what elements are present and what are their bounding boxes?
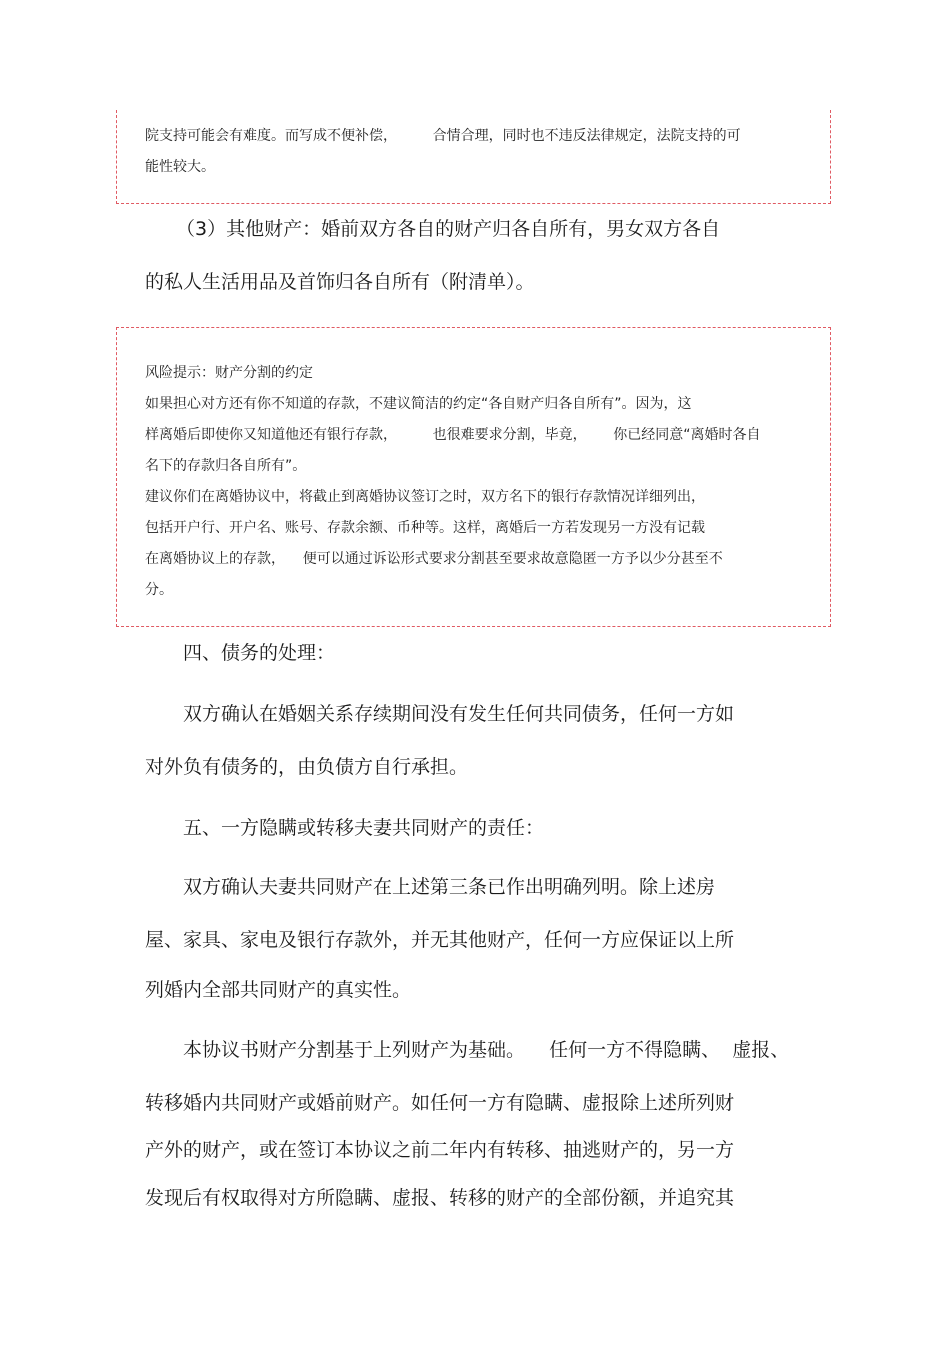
section5-heading: 五、一方隐瞒或转移夫妻共同财产的责任： xyxy=(183,817,545,839)
risk-note-box-top xyxy=(116,110,831,204)
risk-note-line: 样离婚后即使你又知道他还有银行存款， 也很难要求分割，毕竟， 你已经同意“离婚时各自 xyxy=(145,427,761,443)
risk-note-line: 建议你们在离婚协议中，将截止到离婚协议签订之时，双方名下的银行存款情况详细列出， xyxy=(145,489,705,505)
risk-note-line: 包括开户行、开户名、账号、存款余额、币种等。这样，离婚后一方若发现另一方没有记载 xyxy=(145,520,705,536)
section4-heading: 四、债务的处理： xyxy=(183,642,336,664)
risk-note-line: 名下的存款归各自所有”。 xyxy=(145,458,307,474)
section5-para2-line: 本协议书财产分割基于上列财产为基础。 任何一方不得隐瞒、 虚报、 xyxy=(183,1039,790,1061)
section4-line: 双方确认在婚姻关系存续期间没有发生任何共同债务，任何一方如 xyxy=(183,703,735,725)
top-note-line: 能性较大。 xyxy=(145,159,215,175)
risk-note-title: 风险提示：财产分割的约定 xyxy=(145,365,313,381)
section5-para1-line: 屋、家具、家电及银行存款外，并无其他财产，任何一方应保证以上所 xyxy=(145,929,735,951)
section5-para2-line: 发现后有权取得对方所隐瞒、虚报、转移的财产的全部份额，并追究其 xyxy=(145,1187,735,1209)
risk-note-line: 如果担心对方还有你不知道的存款，不建议简洁的约定“各自财产归各自所有”。因为，这 xyxy=(145,396,692,412)
section5-para1-line: 双方确认夫妻共同财产在上述第三条已作出明确列明。除上述房 xyxy=(183,876,716,898)
section4-line: 对外负有债务的，由负债方自行承担。 xyxy=(145,756,469,778)
risk-note-line: 分。 xyxy=(145,582,173,598)
section5-para2-line: 产外的财产，或在签订本协议之前二年内有转移、抽逃财产的，另一方 xyxy=(145,1139,735,1161)
section5-para1-line: 列婚内全部共同财产的真实性。 xyxy=(145,979,412,1001)
top-note-line: 院支持可能会有难度。而写成不便补偿， 合情合理，同时也不违反法律规定，法院支持的可 xyxy=(145,128,741,144)
risk-note-line: 在离婚协议上的存款， 便可以通过诉讼形式要求分割甚至要求故意隐匿一方予以少分甚至不 xyxy=(145,551,723,567)
other-property-line: 的私人生活用品及首饰归各自所有（附清单）。 xyxy=(145,271,535,293)
section5-para2-line: 转移婚内共同财产或婚前财产。如任何一方有隐瞒、虚报除上述所列财 xyxy=(145,1092,735,1114)
other-property-line: （3）其他财产：婚前双方各自的财产归各自所有，男女双方各自 xyxy=(176,218,721,240)
